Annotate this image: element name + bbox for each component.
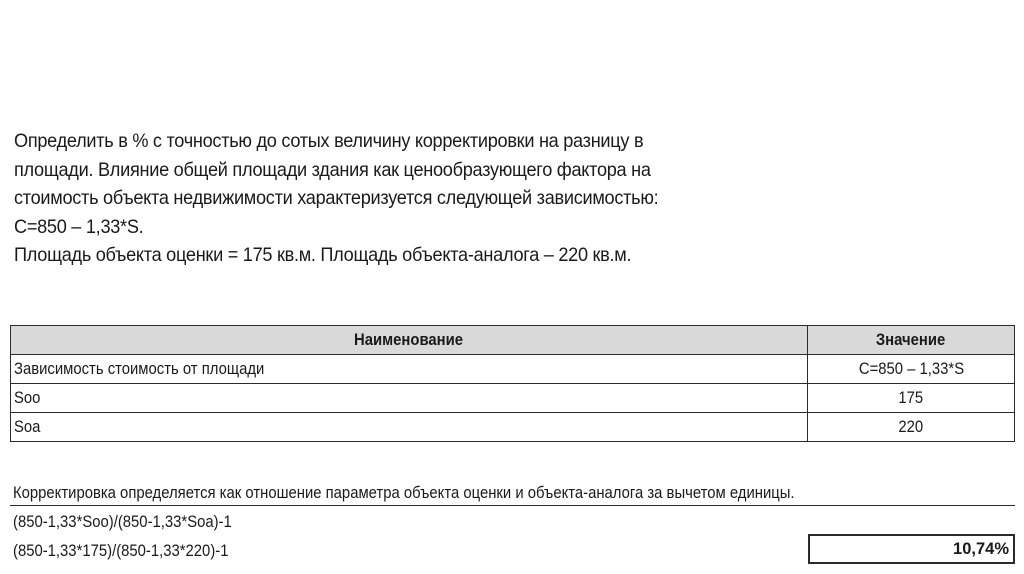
row-name: Зависимость стоимость от площади xyxy=(11,355,808,384)
problem-line-1: Определить в % с точностью до сотых величину корректировки на разницу в xyxy=(14,130,644,152)
parameters-table xyxy=(10,325,1015,442)
header-value: Значение xyxy=(808,326,1015,355)
problem-line-2: площади. Влияние общей площади здания как ценообразующего фактора на xyxy=(14,158,651,181)
problem-line-3: стоимость объекта недвижимости характеризуется следующей зависимостью: xyxy=(14,187,659,209)
table-header-row xyxy=(11,326,1015,355)
problem-line-5: Площадь объекта оценки = 175 кв.м. Площадь объекта-аналога – 220 кв.м. xyxy=(14,244,632,266)
row-value: 175 xyxy=(808,384,1015,413)
table-row xyxy=(11,413,1015,442)
header-name: Наименование xyxy=(11,326,808,355)
row-name: Soo xyxy=(11,384,808,413)
formula-numeric: (850-1,33*175)/(850-1,33*220)-1 xyxy=(13,542,229,560)
formula-symbolic: (850-1,33*Soo)/(850-1,33*Soa)-1 xyxy=(13,513,232,531)
solution-explanation xyxy=(10,480,1015,506)
result-value: 10,74% xyxy=(808,534,1015,564)
row-name: Soa xyxy=(11,413,808,442)
row-value: С=850 – 1,33*S xyxy=(808,355,1015,384)
explanation-text: Корректировка определяется как отношение параметра объекта оценки и объекта-аналога за вычетом единицы. xyxy=(13,484,795,502)
problem-line-4: С=850 – 1,33*S. xyxy=(14,215,144,238)
table-row xyxy=(11,355,1015,384)
problem-statement xyxy=(14,127,721,270)
table-row xyxy=(11,384,1015,413)
row-value: 220 xyxy=(808,413,1015,442)
